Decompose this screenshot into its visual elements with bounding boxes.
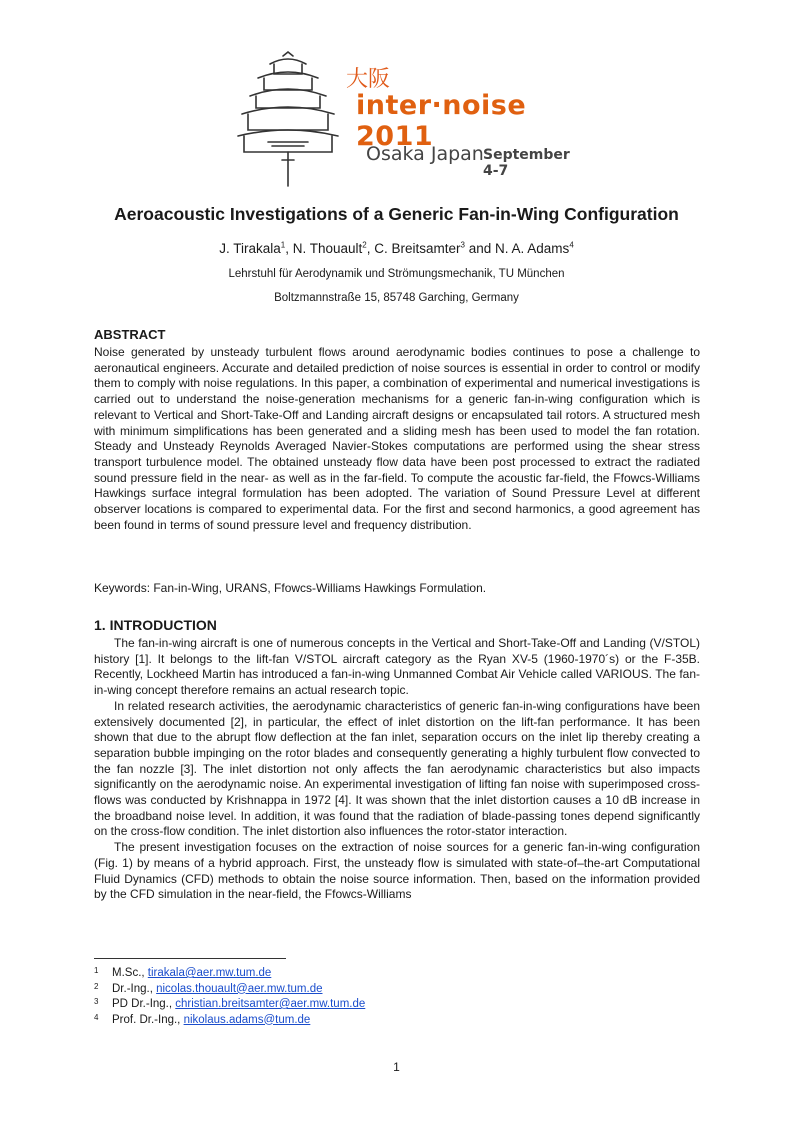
footnote-number: 2 [94, 981, 99, 991]
logo-title: inter·noise 2011 [356, 90, 527, 152]
author-separator: , [366, 241, 375, 256]
introduction-paragraph: The present investigation focuses on the extraction of noise sources for a generic fan-in-wing configuration (Fig. 1) by means of a hybrid approach. First, the unsteady flow is simulated with state-of–the-art Computational Fluid Dynamics (CFD) methods to obtain the noise source information. Then, based on the information provided by the CFD simulation in the near-field, the Ffowcs-Williams [94, 840, 700, 902]
author-separator: , [285, 241, 293, 256]
keywords: Keywords: Fan-in-Wing, URANS, Ffowcs-Williams Hawkings Formulation. [94, 581, 487, 595]
abstract-heading: ABSTRACT [94, 327, 166, 342]
author-mark: 2 [362, 240, 367, 250]
footnote-title: PD Dr.-Ing., [112, 998, 176, 1010]
affiliation: Lehrstuhl für Aerodynamik und Strömungsmechanik, TU München [228, 268, 565, 280]
introduction-heading: 1. INTRODUCTION [94, 617, 217, 633]
logo-kanji: 大阪 [346, 67, 391, 92]
conference-logo [228, 50, 588, 190]
author-separator: and [464, 241, 496, 256]
author-name: J. Tirakala [219, 241, 281, 256]
footnote-number: 3 [94, 997, 99, 1006]
paper-title: Aeroacoustic Investigations of a Generic Fan-in-Wing Configuration [114, 204, 679, 224]
footnote-title: M.Sc., [112, 967, 148, 979]
author-mark: 3 [460, 240, 465, 250]
footnote-divider [94, 958, 286, 959]
email-link[interactable]: nikolaus.adams@tum.de [183, 1013, 311, 1026]
osaka-castle-icon [228, 50, 348, 190]
email-link[interactable]: tirakala@aer.mw.tum.de [147, 967, 272, 979]
introduction-paragraph: In related research activities, the aerodynamic characteristics of generic fan-in-wing configurations have been extensively documented [2], in particular, the effect of inlet distortion on the lift-fan performance. It has been shown that due to the abrupt flow deflection at the fan inlet, separation occurs on the inlet lip thereby creating a separation bubble impinging on the rotor blades and consequently generating a highly turbulent flow convected to the fan nozzle [3]. The inlet distortion not only affects the fan aerodynamic characteristics but also impacts significantly on the aerodynamic noise. An experimental investigation of lifting fan noise with superimposed cross-flows was conducted by Krishnappa in 1972 [4]. It was shown that the inlet distortion causes a 10 dB increase in the broadband noise level. In addition, it was found that the radiation of blade-passing tones depend significantly on the cross-flow condition. The inlet distortion also influences the rotor-stator interaction. [94, 698, 700, 839]
logo-city: Osaka Japan [366, 143, 484, 165]
email-link[interactable]: christian.breitsamter@aer.mw.tum.de [175, 998, 366, 1010]
author-mark: 4 [569, 240, 574, 250]
page-number: 1 [393, 1060, 400, 1074]
author-mark: 1 [280, 240, 286, 250]
footnote-number: 1 [94, 966, 99, 975]
introduction-paragraph: The fan-in-wing aircraft is one of numerous concepts in the Vertical and Short-Take-Off and Landing (V/STOL) history [1]. It belongs to the lift-fan V/STOL aircraft category as the Ryan XV-5 (1960-1970´s) or the F-35B. Recently, Lockheed Martin has introduced a fan-in-wing Unmanned Combat Air Vehicle called VARIOUS. The fan-in-wing concept therefore remains an actual research topic. [94, 636, 700, 698]
author-name: C. Breitsamter [374, 241, 461, 256]
author-name: N. Thouault [292, 241, 363, 256]
author-name: N. A. Adams [495, 241, 570, 256]
abstract-text: Noise generated by unsteady turbulent flows around aerodynamic bodies continues to pose a challenge to aeronautical engineers. Accurate and detailed prediction of noise sources is essential in order to control or modify them to comply with noise regulations. In this paper, a combination of experimental and numerical investigations is carried out to understand the noise-generation mechanisms for a generic fan-in-wing configuration which is relevant to Vertical and Short-Take-Off and Landing aircraft designs or encapsulated tail rotors. A structured mesh with minimum simplifications has been generated and a sliding mesh has been used to model the fan rotation. Steady and Unsteady Reynolds Averaged Navier-Stokes computations are performed using the shear stress transport turbulence model. The obtained unsteady flow data have been post processed to extract the radiated sound pressure field in the near- as well as in the far-field. To compute the acoustic far-field, the Ffowcs-Williams Hawkings surface integral formulation has been adopted. The variation of Sound Pressure Level at different observer locations is compared to experimental data. For the first and second harmonics, a good agreement has been found in terms of sound pressure level and frequency distribution. [94, 345, 700, 532]
footnote-title: Dr.-Ing., [112, 982, 157, 995]
logo-dates: September 4-7 [483, 147, 570, 179]
author-list [0, 241, 793, 256]
introduction-body [94, 636, 700, 903]
footnote-title: Prof. Dr.-Ing., [112, 1013, 184, 1026]
email-link[interactable]: nicolas.thouault@aer.mw.tum.de [156, 982, 323, 995]
address: Boltzmannstraße 15, 85748 Garching, Germany [274, 292, 519, 304]
footnote-number: 4 [94, 1012, 99, 1022]
